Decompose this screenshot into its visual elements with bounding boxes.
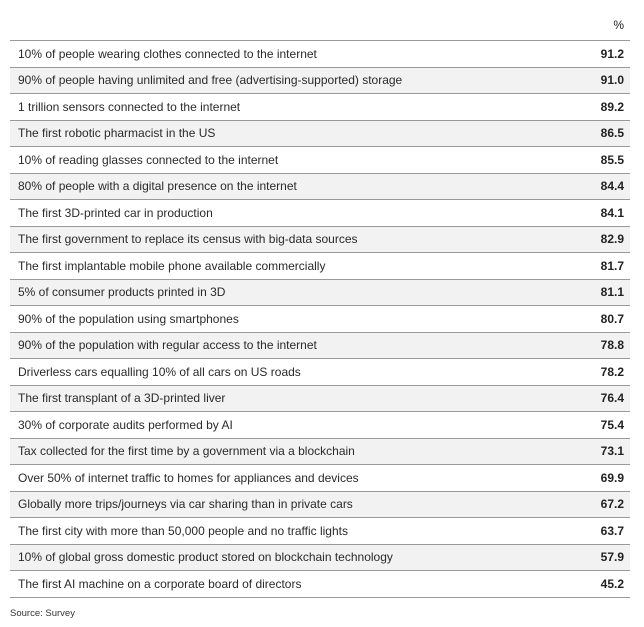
table-row (10, 333, 630, 360)
table-row (10, 465, 630, 492)
survey-table (10, 14, 630, 598)
table-row (10, 306, 630, 333)
row-label: 10% of reading glasses connected to the internet (18, 152, 279, 167)
row-label: The first 3D-printed car in production (18, 205, 213, 220)
row-label: The first implantable mobile phone available commercially (18, 258, 326, 273)
row-value: 84.1 (600, 205, 624, 220)
row-label: The first transplant of a 3D-printed liver (18, 391, 226, 406)
row-value: 89.2 (600, 99, 624, 114)
table-body (10, 41, 630, 598)
row-label: Driverless cars equalling 10% of all cars on US roads (18, 364, 301, 379)
row-value: 82.9 (600, 232, 624, 247)
table-row (10, 492, 630, 519)
row-label: The first city with more than 50,000 people and no traffic lights (18, 523, 348, 538)
row-value: 63.7 (600, 523, 624, 538)
row-label: 10% of global gross domestic product stored on blockchain technology (18, 550, 393, 565)
table-row (10, 439, 630, 466)
row-label: The first robotic pharmacist in the US (18, 126, 216, 141)
table-row (10, 174, 630, 201)
table-row (10, 386, 630, 413)
table-row (10, 359, 630, 386)
table-row (10, 94, 630, 121)
table-row (10, 121, 630, 148)
row-label: 1 trillion sensors connected to the internet (18, 99, 241, 114)
table-row (10, 200, 630, 227)
table-row (10, 280, 630, 307)
row-value: 84.4 (600, 179, 624, 194)
table-row (10, 147, 630, 174)
table-row (10, 41, 630, 68)
row-label: 10% of people wearing clothes connected to the internet (18, 46, 317, 61)
source-note: Source: Survey (10, 608, 75, 619)
table-row (10, 68, 630, 95)
row-value: 81.7 (600, 258, 624, 273)
table-header (10, 14, 630, 40)
row-value: 57.9 (600, 550, 624, 565)
row-value: 81.1 (600, 285, 624, 300)
row-value: 80.7 (600, 311, 624, 326)
row-label: 5% of consumer products printed in 3D (18, 285, 226, 300)
row-value: 91.0 (600, 73, 624, 88)
row-value: 85.5 (600, 152, 624, 167)
row-value: 78.2 (600, 364, 624, 379)
row-value: 86.5 (600, 126, 624, 141)
row-value: 91.2 (600, 46, 624, 61)
row-label: 90% of people having unlimited and free (advertising-supported) storage (18, 73, 403, 88)
row-label: 80% of people with a digital presence on the internet (18, 179, 297, 194)
row-value: 73.1 (600, 444, 624, 459)
row-label: 30% of corporate audits performed by AI (18, 417, 233, 432)
row-label: Over 50% of internet traffic to homes for appliances and devices (18, 470, 359, 485)
table-row (10, 253, 630, 280)
percent-column-header: % (613, 18, 624, 32)
row-value: 45.2 (600, 576, 624, 591)
table-row (10, 518, 630, 545)
row-value: 76.4 (600, 391, 624, 406)
row-label: Tax collected for the first time by a government via a blockchain (18, 444, 355, 459)
row-label: 90% of the population using smartphones (18, 311, 239, 326)
row-label: Globally more trips/journeys via car sharing than in private cars (18, 497, 353, 512)
row-value: 75.4 (600, 417, 624, 432)
table-row (10, 545, 630, 572)
table-row (10, 571, 630, 598)
row-value: 67.2 (600, 497, 624, 512)
table-row (10, 227, 630, 254)
row-label: The first government to replace its census with big-data sources (18, 232, 358, 247)
row-value: 69.9 (600, 470, 624, 485)
row-value: 78.8 (600, 338, 624, 353)
table-row (10, 412, 630, 439)
row-label: The first AI machine on a corporate board of directors (18, 576, 302, 591)
row-label: 90% of the population with regular access to the internet (18, 338, 317, 353)
